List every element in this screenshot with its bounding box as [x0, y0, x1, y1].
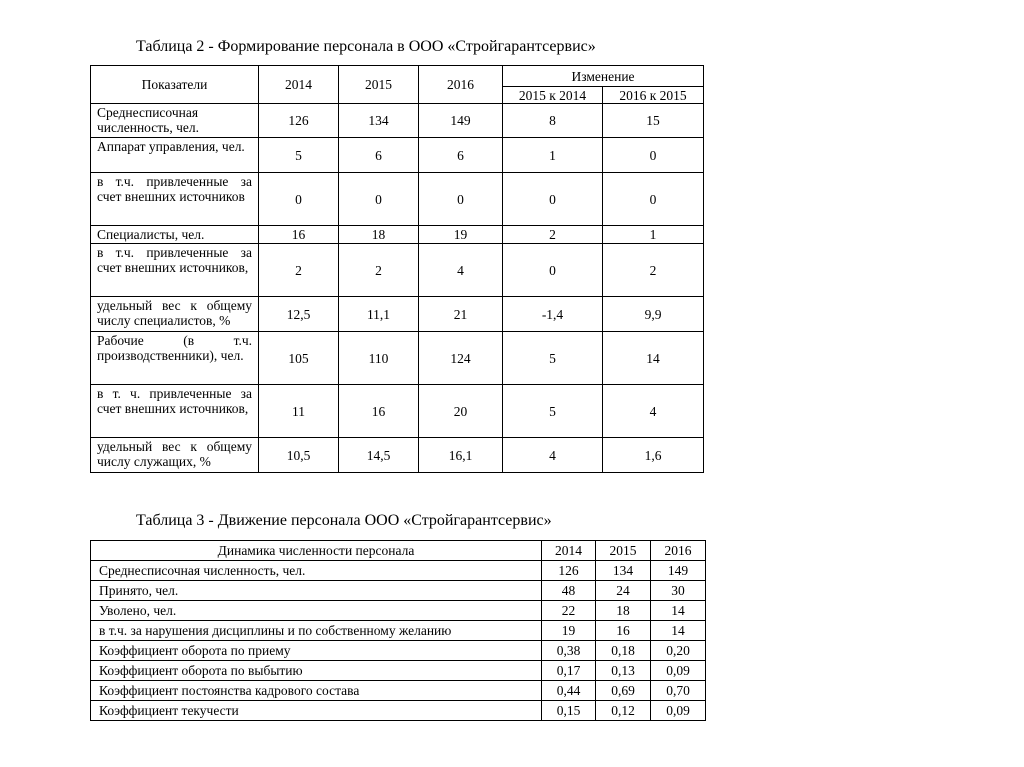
row-label: в т.ч. привлеченные за счет внешних источников,: [91, 244, 259, 297]
cell: 11,1: [339, 297, 419, 332]
cell: 149: [419, 104, 503, 138]
cell: 19: [419, 226, 503, 244]
cell: 22: [542, 601, 596, 621]
cell: 0: [503, 173, 603, 226]
cell: 11: [259, 385, 339, 438]
cell: 105: [259, 332, 339, 385]
cell: 0: [419, 173, 503, 226]
table-row: [91, 438, 704, 473]
staff-movement-table: [90, 540, 706, 721]
table-row: [91, 104, 704, 138]
table-row: [91, 701, 706, 721]
cell: 0: [503, 244, 603, 297]
header-change-col: 2015 к 2014: [503, 87, 603, 104]
cell: 4: [503, 438, 603, 473]
cell: 0,09: [651, 661, 706, 681]
row-label: Коэффициент оборота по приему: [91, 641, 542, 661]
table-row: [91, 173, 704, 226]
header-indicator: Динамика численности персонала: [91, 541, 542, 561]
row-label: Специалисты, чел.: [91, 226, 259, 244]
cell: 10,5: [259, 438, 339, 473]
table-row: [91, 385, 704, 438]
cell: 18: [596, 601, 651, 621]
cell: 0,12: [596, 701, 651, 721]
cell: 0,70: [651, 681, 706, 701]
cell: 0,17: [542, 661, 596, 681]
cell: 0,18: [596, 641, 651, 661]
cell: 16: [596, 621, 651, 641]
row-label: Коэффициент текучести: [91, 701, 542, 721]
cell: 6: [339, 138, 419, 173]
cell: 0,69: [596, 681, 651, 701]
cell: 0: [603, 173, 704, 226]
cell: 30: [651, 581, 706, 601]
cell: 149: [651, 561, 706, 581]
row-label: удельный вес к общему числу специалистов, %: [91, 297, 259, 332]
cell: 14: [651, 621, 706, 641]
cell: 6: [419, 138, 503, 173]
cell: 110: [339, 332, 419, 385]
cell: 19: [542, 621, 596, 641]
header-year: 2014: [259, 66, 339, 104]
cell: 2: [339, 244, 419, 297]
row-label: в т. ч. привлеченные за счет внешних источников,: [91, 385, 259, 438]
table-row: [91, 581, 706, 601]
cell: 0: [603, 138, 704, 173]
cell: 0,44: [542, 681, 596, 701]
cell: 124: [419, 332, 503, 385]
row-label: Рабочие (в т.ч. производственники), чел.: [91, 332, 259, 385]
row-label: Принято, чел.: [91, 581, 542, 601]
cell: 14,5: [339, 438, 419, 473]
cell: 2: [259, 244, 339, 297]
table-row: [91, 297, 704, 332]
row-label: в т.ч. за нарушения дисциплины и по собственному желанию: [91, 621, 542, 641]
table-row: [91, 332, 704, 385]
row-label: Коэффициент постоянства кадрового состава: [91, 681, 542, 701]
cell: 14: [603, 332, 704, 385]
header-change-col: 2016 к 2015: [603, 87, 704, 104]
cell: 16: [259, 226, 339, 244]
cell: 24: [596, 581, 651, 601]
cell: 5: [503, 385, 603, 438]
cell: 0,38: [542, 641, 596, 661]
cell: 18: [339, 226, 419, 244]
cell: 16,1: [419, 438, 503, 473]
header-year: 2015: [596, 541, 651, 561]
cell: -1,4: [503, 297, 603, 332]
header-year: 2014: [542, 541, 596, 561]
cell: 134: [596, 561, 651, 581]
row-label: Среднесписочная численность, чел.: [91, 104, 259, 138]
table-row: [91, 244, 704, 297]
cell: 21: [419, 297, 503, 332]
cell: 48: [542, 581, 596, 601]
header-indicator: Показатели: [91, 66, 259, 104]
row-label: Уволено, чел.: [91, 601, 542, 621]
table-row: [91, 561, 706, 581]
table3-caption: Таблица 3 - Движение персонала ООО «Стройгарантсервис»: [136, 512, 552, 529]
cell: 0,13: [596, 661, 651, 681]
table-row: [91, 138, 704, 173]
row-label: удельный вес к общему числу служащих, %: [91, 438, 259, 473]
cell: 9,9: [603, 297, 704, 332]
header-year: 2015: [339, 66, 419, 104]
cell: 14: [651, 601, 706, 621]
cell: 20: [419, 385, 503, 438]
cell: 4: [603, 385, 704, 438]
table2-header-row: [91, 66, 704, 87]
cell: 12,5: [259, 297, 339, 332]
cell: 5: [259, 138, 339, 173]
cell: 1: [603, 226, 704, 244]
cell: 1: [503, 138, 603, 173]
cell: 8: [503, 104, 603, 138]
table-row: [91, 661, 706, 681]
header-year: 2016: [651, 541, 706, 561]
cell: 0: [339, 173, 419, 226]
table-row: [91, 641, 706, 661]
cell: 2: [503, 226, 603, 244]
table-row: [91, 226, 704, 244]
row-label: Аппарат управления, чел.: [91, 138, 259, 173]
cell: 4: [419, 244, 503, 297]
cell: 2: [603, 244, 704, 297]
table-row: [91, 621, 706, 641]
cell: 0,20: [651, 641, 706, 661]
header-year: 2016: [419, 66, 503, 104]
cell: 0,09: [651, 701, 706, 721]
cell: 15: [603, 104, 704, 138]
staff-formation-table: [90, 65, 704, 473]
row-label: Коэффициент оборота по выбытию: [91, 661, 542, 681]
header-change: Изменение: [503, 66, 704, 87]
cell: 5: [503, 332, 603, 385]
table2-caption: Таблица 2 - Формирование персонала в ООО «Стройгарантсервис»: [136, 38, 596, 55]
row-label: в т.ч. привлеченные за счет внешних источников: [91, 173, 259, 226]
cell: 126: [259, 104, 339, 138]
cell: 16: [339, 385, 419, 438]
cell: 134: [339, 104, 419, 138]
cell: 1,6: [603, 438, 704, 473]
table-row: [91, 601, 706, 621]
table-row: [91, 681, 706, 701]
cell: 0,15: [542, 701, 596, 721]
cell: 0: [259, 173, 339, 226]
cell: 126: [542, 561, 596, 581]
table3-header-row: [91, 541, 706, 561]
row-label: Среднесписочная численность, чел.: [91, 561, 542, 581]
